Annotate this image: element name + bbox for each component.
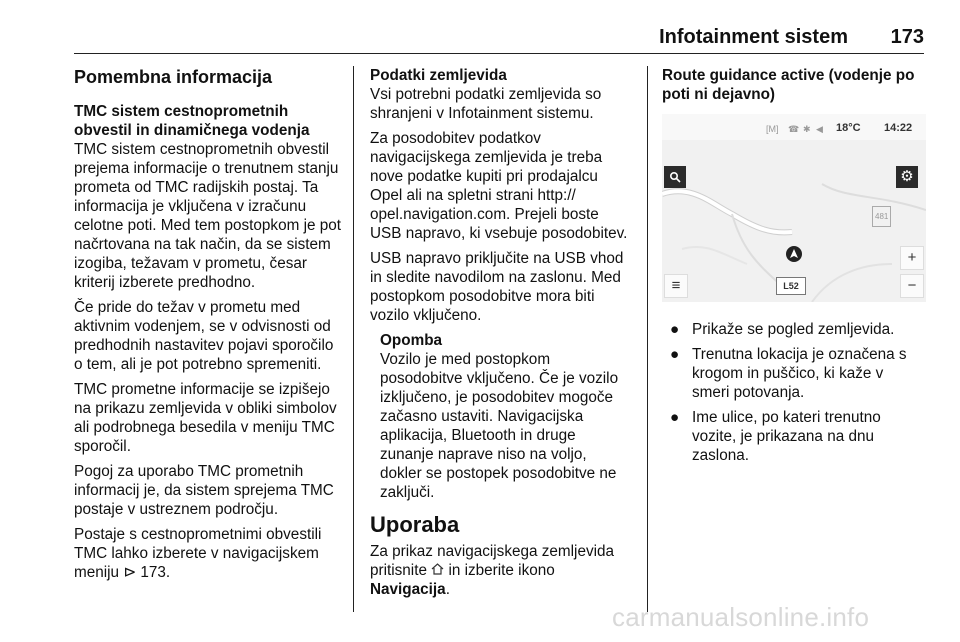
column-3	[662, 66, 924, 471]
search-icon[interactable]	[664, 166, 686, 188]
page-header	[0, 0, 960, 52]
subheading-route-guidance: Route guidance active (vodenje po poti ni dejavno)	[662, 67, 915, 103]
list-item: ● Prikaže se pogled zemljevida.	[670, 321, 895, 338]
paragraph: Če pride do težav v prometu med aktivnim vodenjem, se v odvisnosti od predhodnih nastavitev pojavi sporočilo o tem, ali je pot potrebno spremeniti.	[74, 299, 334, 373]
menu-icon[interactable]: ≡	[664, 274, 688, 298]
street-name: L52	[776, 277, 806, 295]
column-1	[74, 66, 346, 588]
navigation-screen	[662, 114, 926, 302]
home-icon	[431, 562, 448, 579]
note-text: Vozilo je med postopkom posodobitve vključeno. Če je vozilo izključeno, je posodobitev mogoče začasno ustaviti. Navigacijska aplikacija, Bluetooth in druge zunanje naprave niso na voljo, dokler se postopek posodobitve ne zaključi.	[380, 351, 619, 501]
phone-icon: ☎	[788, 124, 800, 134]
paragraph: TMC sistem cestnoprometnih obvestil prejema informacije o trenutnem stanju prometa od TMC radijskih postaj. Ta informacija je vključena v izračunu celotne poti. Med tem postopkom je pot načrtovana na tak način, da se sistem izogiba, težavam v prometu, česar kriterij izberete predhodno.	[74, 141, 341, 291]
page-number: 173	[890, 26, 924, 48]
zoom-out-button[interactable]: −	[900, 274, 924, 298]
paragraph: Pogoj za uporabo TMC prometnih informacij je, da sistem sprejema TMC postaje v ustreznem področju.	[74, 463, 334, 518]
clock: 14:22	[884, 122, 913, 134]
list-item: ● Ime ulice, po kateri trenutno vozite, je prikazana na dnu zaslona.	[670, 409, 881, 464]
watermark: carmanualsonline.info	[612, 602, 870, 632]
subheading-tmc: TMC sistem cestnoprometnih obvestil in dinamičnega vodenja	[74, 103, 310, 139]
list-item: ● Trenutna lokacija je označena s krogom in puščico, ki kaže v smeri potovanja.	[670, 346, 907, 401]
paragraph-text: Postaje s cestnoprometnimi obvestili TMC lahko izberete v navigacijskem meniju	[74, 526, 322, 581]
column-divider-1	[353, 66, 354, 612]
header-rule	[74, 53, 924, 54]
column-2	[370, 66, 632, 605]
temperature: 18°C	[836, 122, 861, 134]
column-divider-2	[647, 66, 648, 612]
bluetooth-icon: ✱	[803, 124, 811, 134]
bullet-icon: ●	[670, 409, 680, 426]
note-box	[380, 331, 632, 502]
bullet-icon: ●	[670, 346, 680, 363]
paragraph	[74, 525, 346, 582]
paragraph: Vsi potrebni podatki zemljevida so shranjeni v Infotainment sistemu.	[370, 86, 602, 122]
subheading-map-data: Podatki zemljevida	[370, 67, 507, 84]
volume-icon: ◀	[816, 124, 823, 134]
signal-icon: [M]	[766, 124, 779, 134]
status-bar	[662, 114, 926, 140]
bullet-list	[662, 320, 924, 465]
paragraph: Za posodobitev podatkov navigacijskega zemljevida je treba nove podatke kupiti pri prodajalcu Opel ali na spletni strani http:// opel.navigation.com. Prejeli boste USB napravo, ki vsebuje posodobitev.	[370, 130, 628, 242]
section-heading-usage: Uporaba	[370, 512, 460, 537]
paragraph: Za prikaz navigacijskega zemljevida pritisnite in izberite ikono Navigacija.	[370, 543, 615, 598]
header-title: Infotainment sistem	[659, 26, 848, 48]
section-heading: Pomembna informacija	[74, 67, 273, 87]
note-title: Opomba	[380, 332, 443, 349]
arrow-ref-icon: ⊳	[123, 564, 137, 581]
page-reference[interactable]: 173.	[140, 564, 171, 581]
paragraph: TMC prometne informacije se izpišejo na prikazu zemljevida v obliki simbolov ali podrobnega besedila v meniju TMC sporočil.	[74, 381, 337, 455]
navigation-label: Navigacija	[370, 581, 446, 598]
bullet-icon: ●	[670, 321, 680, 338]
road-sign: 481	[872, 206, 891, 227]
vehicle-position-icon	[786, 246, 802, 262]
zoom-in-button[interactable]: +	[900, 246, 924, 270]
paragraph: USB napravo priključite na USB vhod in sledite navodilom na zaslonu. Med postopkom posodobitve mora biti vozilo vključeno.	[370, 250, 624, 324]
gear-icon[interactable]: ⚙	[896, 166, 918, 188]
